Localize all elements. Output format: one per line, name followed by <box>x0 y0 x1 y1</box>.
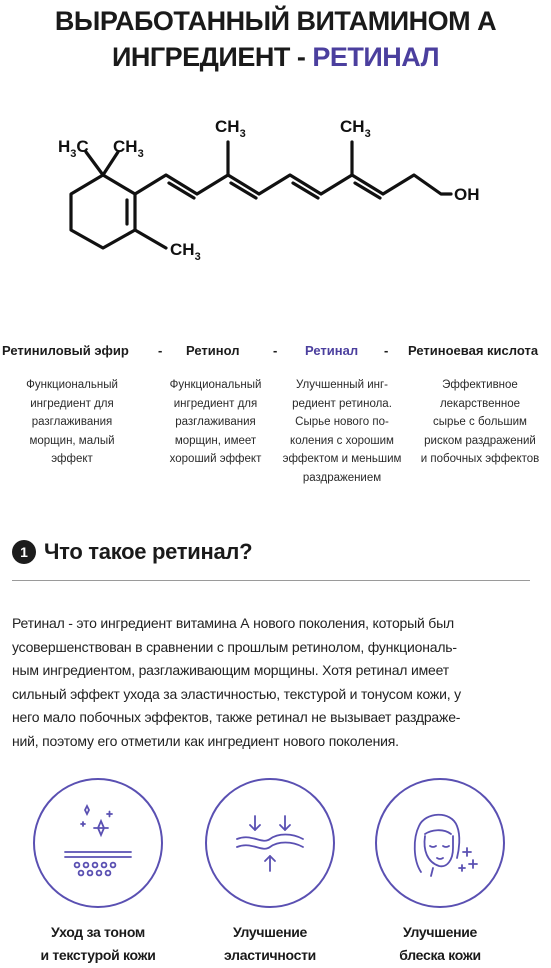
skin-texture-sparkle-icon <box>35 780 161 906</box>
section-number-badge: 1 <box>12 540 36 564</box>
glowing-face-icon <box>377 780 503 906</box>
stage-retinol: Ретинол <box>186 343 240 358</box>
benefit-icon-circle <box>205 778 335 908</box>
benefit-glow <box>375 778 505 963</box>
label-ch3-ring-bottom: $CH_3$ <box>170 240 201 263</box>
section-divider <box>12 580 530 581</box>
stage-separator: - <box>158 343 163 358</box>
stage-retinoic-acid: Ретиноевая кислота <box>408 343 539 358</box>
retinal-molecule-diagram <box>0 100 551 280</box>
title-prefix: ИНГРЕДИЕНТ - <box>111 42 313 72</box>
label-ch3-chain-1: $CH_3$ <box>215 117 246 140</box>
label-ch3-ring-top: $CH_3$ <box>113 137 144 160</box>
label-h3c: $H_3C$ <box>58 137 89 160</box>
title-accent-retinal: РЕТИНАЛ <box>312 42 440 72</box>
page-title-line-2 <box>0 42 551 73</box>
stage-separator: - <box>273 343 278 358</box>
elasticity-arrows-icon <box>207 780 333 906</box>
section-heading <box>12 539 252 565</box>
label-ch3-chain-2: $CH_3$ <box>340 117 371 140</box>
retinoid-stages-row <box>0 343 551 363</box>
section-title: Что такое ретинал? <box>44 539 253 564</box>
label-oh: OH <box>454 185 480 204</box>
stage-description-retinol: Функциональный ингредиент для разглаживания морщин, имеет хороший эффект <box>169 379 262 465</box>
retinal-description-paragraph: Ретинал - это ингредиент витамина А нового поколения, который был усовершенствован в сравнении с прошлым ретинолом, функциональ- ным ингредиентом, разглаживающим морщины. Хотя ретинал имеет сильный эффект ухода за эластичностью, текстурой и тонусом кожи, у него мало побочных эффектов, также ретинал не вызывает раздраже- ний, поэтому его отметили как ингредиент нового поколения. <box>12 615 461 749</box>
stage-separator: - <box>384 343 389 358</box>
stage-description-retinal: Улучшенный инг- редиент ретинола. Сырье нового по- коления с хорошим эффектом и меньшим раздражением <box>282 379 402 484</box>
benefit-label: Уход за тоном и текстурой кожи <box>40 924 156 963</box>
benefit-label: Улучшение блеска кожи <box>399 924 481 963</box>
benefit-tone-texture <box>33 778 163 963</box>
benefit-label: Улучшение эластичности <box>224 924 316 963</box>
stage-description-retinoic-acid: Эффективное лекарственное сырье с большим риском раздражений и побочных эффектов <box>420 379 540 465</box>
benefit-icon-circle <box>33 778 163 908</box>
stage-retinyl-ester: Ретиниловый эфир <box>2 343 129 358</box>
stage-description-retinyl-ester: Функциональный ингредиент для разглаживания морщин, малый эффект <box>26 379 118 465</box>
benefit-icon-circle <box>375 778 505 908</box>
stage-retinal: Ретинал <box>305 343 359 358</box>
benefit-elasticity <box>205 778 335 963</box>
page-title-line-1: ВЫРАБОТАННЫЙ ВИТАМИНОМ А <box>54 6 497 36</box>
ring-methyl-bond <box>135 230 166 248</box>
